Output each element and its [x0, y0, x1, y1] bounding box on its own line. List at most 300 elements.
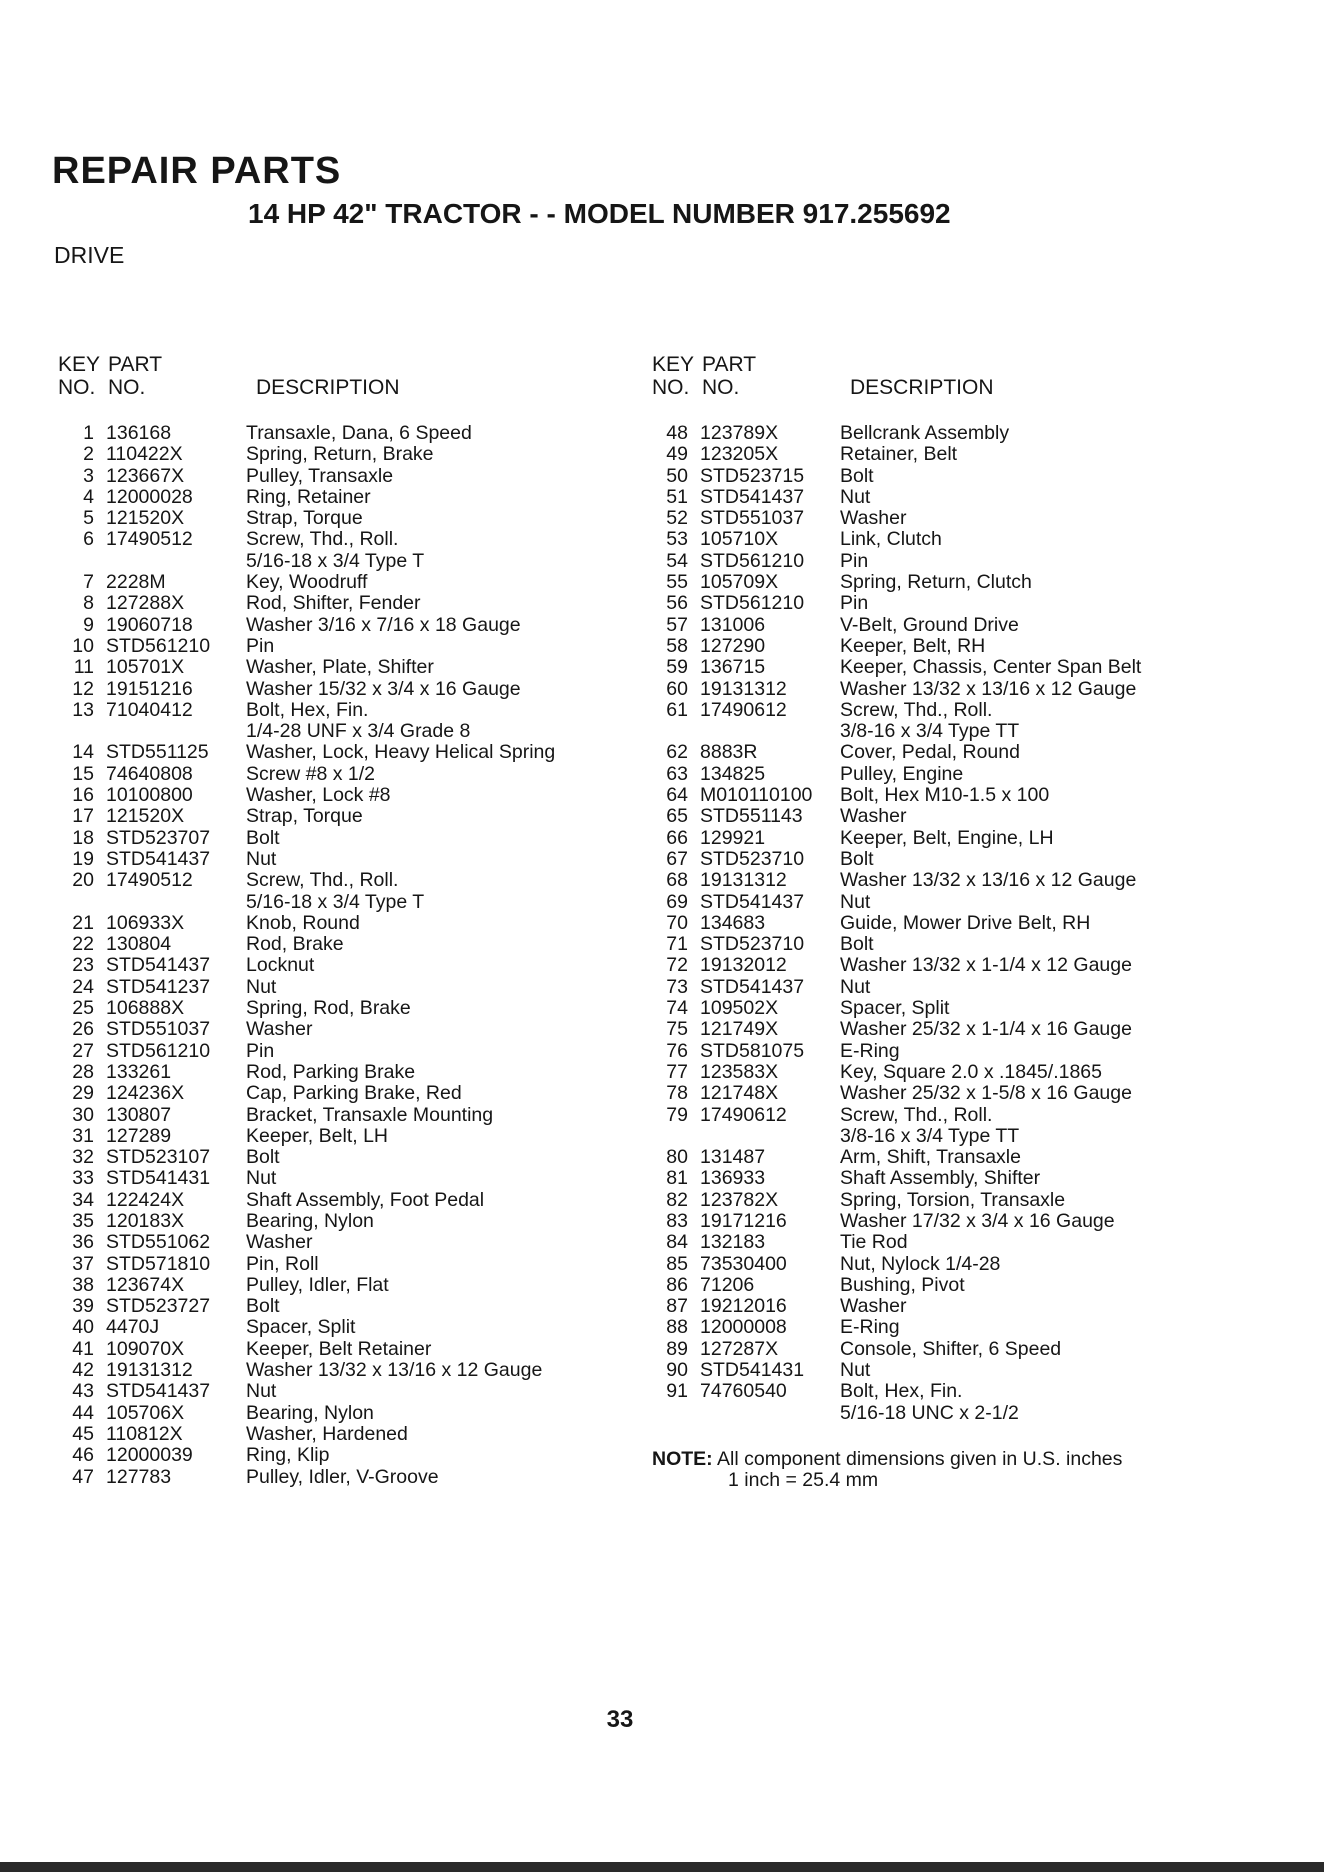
- part-number: 120183X: [106, 1209, 185, 1232]
- part-description: Nut: [246, 975, 277, 998]
- parts-row: [58, 1232, 658, 1253]
- key-number: 65: [666, 805, 688, 828]
- part-number: 121748X: [700, 1082, 779, 1105]
- part-description: Washer, Lock #8: [246, 784, 391, 807]
- parts-row: [652, 849, 1252, 870]
- part-description: 5/16-18 UNC x 2-1/2: [840, 1401, 1019, 1424]
- part-number: 73530400: [700, 1252, 787, 1275]
- part-description: Washer 13/32 x 13/16 x 12 Gauge: [840, 677, 1137, 700]
- bottom-edge-bar: [0, 1862, 1324, 1872]
- header-key-no: NO.: [652, 376, 690, 399]
- key-number: 46: [72, 1444, 94, 1467]
- part-number: STD541437: [106, 954, 211, 977]
- parts-row: [58, 1083, 658, 1104]
- part-description: Bolt: [246, 1146, 280, 1169]
- part-number: 19212016: [700, 1295, 787, 1318]
- parts-row: [58, 466, 658, 487]
- part-number: 109070X: [106, 1337, 185, 1360]
- parts-row: [652, 529, 1252, 550]
- part-description: Spacer, Split: [246, 1316, 356, 1339]
- part-description: Screw, Thd., Roll.: [840, 1103, 993, 1126]
- header-key: KEY: [652, 353, 695, 376]
- key-number: 77: [666, 1060, 688, 1083]
- part-description: Nut: [246, 847, 277, 870]
- key-number: 90: [666, 1359, 688, 1382]
- part-number: 131487: [700, 1146, 766, 1169]
- parts-row: [652, 1083, 1252, 1104]
- part-number: 127783: [106, 1465, 172, 1488]
- parts-row: [652, 955, 1252, 976]
- key-number: 15: [72, 762, 94, 785]
- part-description: Keeper, Belt, RH: [840, 634, 986, 657]
- parts-row: [652, 785, 1252, 806]
- part-description: Screw, Thd., Roll.: [840, 698, 993, 721]
- parts-row: [58, 742, 658, 763]
- part-number: STD523710: [700, 933, 805, 956]
- parts-row: [652, 1403, 1252, 1424]
- part-description: Washer, Hardened: [246, 1422, 408, 1445]
- key-number: 58: [666, 634, 688, 657]
- part-number: STD581075: [700, 1039, 805, 1062]
- part-number: 106933X: [106, 911, 185, 934]
- part-description: Ring, Klip: [246, 1444, 330, 1467]
- key-number: 87: [666, 1295, 688, 1318]
- key-number: 28: [72, 1060, 94, 1083]
- part-number: 131006: [700, 613, 766, 636]
- key-number: 24: [72, 975, 94, 998]
- part-number: STD541437: [700, 890, 805, 913]
- key-number: 57: [666, 613, 688, 636]
- key-number: [58, 551, 106, 572]
- parts-row: [58, 1381, 658, 1402]
- parts-row: [652, 700, 1252, 721]
- part-number: [106, 892, 246, 913]
- key-number: 1: [83, 422, 94, 444]
- part-number: 74760540: [700, 1380, 787, 1403]
- key-number: 8: [83, 592, 94, 615]
- part-number: 123674X: [106, 1273, 185, 1296]
- part-number: 121520X: [106, 507, 185, 530]
- key-number: 21: [72, 911, 94, 934]
- part-description: 5/16-18 x 3/4 Type T: [246, 549, 425, 572]
- parts-row: [652, 593, 1252, 614]
- part-description: Key, Square 2.0 x .1845/.1865: [840, 1060, 1102, 1083]
- part-number: 19171216: [700, 1209, 787, 1232]
- part-number: 19060718: [106, 613, 193, 636]
- parts-row: [652, 892, 1252, 913]
- part-number: STD561210: [700, 592, 805, 615]
- part-description: Locknut: [246, 954, 315, 977]
- key-number: 52: [666, 507, 688, 530]
- key-number: 17: [72, 805, 94, 828]
- key-number: 79: [666, 1103, 688, 1126]
- key-number: 62: [666, 741, 688, 764]
- part-number: STD551037: [700, 507, 805, 530]
- part-number: 19151216: [106, 677, 193, 700]
- parts-table-left: [58, 353, 658, 1488]
- key-number: 54: [666, 549, 688, 572]
- key-number: 38: [72, 1273, 94, 1296]
- parts-row: [652, 1019, 1252, 1040]
- key-number: 88: [666, 1316, 688, 1339]
- part-description: Tie Rod: [840, 1231, 908, 1254]
- key-number: 49: [666, 443, 688, 466]
- key-number: 43: [72, 1380, 94, 1403]
- part-number: 110422X: [106, 443, 183, 466]
- key-number: [58, 721, 106, 742]
- header-part: PART: [702, 353, 757, 376]
- part-description: Bushing, Pivot: [840, 1273, 965, 1296]
- part-description: Bolt: [246, 1295, 280, 1318]
- key-number: 10: [72, 634, 94, 657]
- parts-row: [652, 934, 1252, 955]
- part-number: 17490612: [700, 1103, 787, 1126]
- key-number: 51: [666, 485, 688, 508]
- part-description: Ring, Retainer: [246, 485, 371, 508]
- parts-row: [58, 572, 658, 593]
- part-description: Cover, Pedal, Round: [840, 741, 1020, 764]
- parts-row: [652, 1147, 1252, 1168]
- parts-row: [652, 615, 1252, 636]
- parts-row: [652, 870, 1252, 891]
- key-number: 26: [72, 1018, 94, 1041]
- part-description: Bolt: [246, 826, 280, 849]
- part-number: M010110100: [700, 784, 813, 807]
- key-number: 18: [72, 826, 94, 849]
- key-number: 40: [72, 1316, 94, 1339]
- key-number: [652, 1126, 700, 1147]
- key-number: 91: [666, 1380, 688, 1403]
- parts-row: [58, 657, 658, 678]
- key-number: 75: [666, 1018, 688, 1041]
- parts-row: [58, 892, 658, 913]
- key-number: 69: [666, 890, 688, 913]
- part-number: 136715: [700, 656, 766, 679]
- key-number: 71: [666, 933, 688, 956]
- parts-row: [58, 870, 658, 891]
- key-number: 5: [83, 507, 94, 530]
- page-title: REPAIR PARTS: [52, 150, 342, 192]
- parts-row: [58, 1147, 658, 1168]
- parts-row: [58, 1041, 658, 1062]
- part-description: Washer 17/32 x 3/4 x 16 Gauge: [840, 1209, 1115, 1232]
- header-part: PART: [108, 353, 163, 376]
- part-description: Strap, Torque: [246, 507, 363, 530]
- part-number: 109502X: [700, 997, 779, 1020]
- part-description: V-Belt, Ground Drive: [840, 613, 1019, 636]
- parts-row: [58, 1339, 658, 1360]
- part-description: Washer: [840, 1295, 907, 1318]
- part-description: Knob, Round: [246, 911, 360, 934]
- part-number: 17490512: [106, 528, 193, 551]
- key-number: 85: [666, 1252, 688, 1275]
- part-number: 123583X: [700, 1060, 779, 1083]
- part-description: Pulley, Engine: [840, 762, 964, 785]
- part-number: STD523727: [106, 1295, 211, 1318]
- parts-row: [652, 742, 1252, 763]
- key-number: 72: [666, 954, 688, 977]
- part-number: [106, 551, 246, 572]
- key-number: [652, 721, 700, 742]
- part-number: STD551143: [700, 805, 803, 828]
- parts-row: [652, 508, 1252, 529]
- part-description: Washer 25/32 x 1-1/4 x 16 Gauge: [840, 1018, 1132, 1041]
- part-description: Bearing, Nylon: [246, 1209, 374, 1232]
- header-part-no: NO.: [108, 376, 146, 399]
- part-description: Washer 25/32 x 1-5/8 x 16 Gauge: [840, 1082, 1132, 1105]
- key-number: 27: [72, 1039, 94, 1062]
- key-number: 55: [666, 571, 688, 594]
- part-number: STD523710: [700, 847, 805, 870]
- parts-row: [58, 1403, 658, 1424]
- part-description: Link, Clutch: [840, 528, 942, 551]
- parts-row: [58, 1275, 658, 1296]
- key-number: 63: [666, 762, 688, 785]
- key-number: 78: [666, 1082, 688, 1105]
- parts-row: [58, 828, 658, 849]
- part-description: Pin: [840, 549, 869, 572]
- parts-row: [652, 423, 1252, 444]
- parts-row: [58, 487, 658, 508]
- part-description: Arm, Shift, Transaxle: [840, 1146, 1021, 1169]
- parts-row: [58, 764, 658, 785]
- parts-row: [58, 934, 658, 955]
- key-number: 23: [72, 954, 94, 977]
- model-subtitle: 14 HP 42" TRACTOR - - MODEL NUMBER 917.255692: [248, 198, 951, 229]
- part-number: 17490612: [700, 698, 787, 721]
- part-description: Keeper, Chassis, Center Span Belt: [840, 656, 1142, 679]
- part-description: Nut: [840, 1359, 871, 1382]
- parts-row: [58, 679, 658, 700]
- parts-row: [58, 955, 658, 976]
- key-number: 66: [666, 826, 688, 849]
- parts-row: [652, 998, 1252, 1019]
- parts-row: [652, 828, 1252, 849]
- part-description: Spring, Return, Clutch: [840, 571, 1032, 594]
- key-number: 22: [72, 933, 94, 956]
- part-number: 123205X: [700, 443, 779, 466]
- key-number: 70: [666, 911, 688, 934]
- key-number: 3: [83, 464, 94, 487]
- parts-row: [652, 1275, 1252, 1296]
- part-description: Keeper, Belt Retainer: [246, 1337, 432, 1360]
- parts-row: [58, 1467, 658, 1488]
- part-number: STD523715: [700, 464, 805, 487]
- note-text: All component dimensions given in U.S. inches: [717, 1448, 1123, 1470]
- parts-row: [652, 636, 1252, 657]
- part-description: Washer: [840, 805, 907, 828]
- parts-row: [652, 551, 1252, 572]
- parts-row: [58, 1254, 658, 1275]
- parts-row: [58, 423, 658, 444]
- part-description: Pulley, Idler, Flat: [246, 1273, 389, 1296]
- key-number: 56: [666, 592, 688, 615]
- key-number: [652, 1403, 700, 1424]
- key-number: 84: [666, 1231, 688, 1254]
- part-description: 3/8-16 x 3/4 Type TT: [840, 1124, 1020, 1147]
- parts-row: [652, 1360, 1252, 1381]
- part-number: STD541431: [700, 1359, 805, 1382]
- part-description: Washer 3/16 x 7/16 x 18 Gauge: [246, 613, 521, 636]
- part-number: 130804: [106, 933, 172, 956]
- part-number: STD541437: [106, 1380, 211, 1403]
- parts-row: [652, 572, 1252, 593]
- part-number: STD541437: [700, 975, 805, 998]
- part-number: [700, 1403, 840, 1424]
- parts-row: [58, 615, 658, 636]
- parts-row: [58, 444, 658, 465]
- part-number: 136168: [106, 422, 172, 444]
- part-description: Bolt, Hex, Fin.: [246, 698, 369, 721]
- key-number: 59: [666, 656, 688, 679]
- parts-row: [652, 444, 1252, 465]
- part-number: 105706X: [106, 1401, 185, 1424]
- key-number: 25: [72, 997, 94, 1020]
- key-number: 45: [72, 1422, 94, 1445]
- column-header: [652, 353, 1252, 423]
- key-number: 50: [666, 464, 688, 487]
- part-number: 105701X: [106, 656, 185, 679]
- parts-row: [58, 508, 658, 529]
- key-number: 80: [666, 1146, 688, 1169]
- part-description: Nut: [246, 1380, 277, 1403]
- parts-row: [652, 487, 1252, 508]
- note-label: NOTE:: [652, 1448, 713, 1470]
- parts-row: [58, 1168, 658, 1189]
- key-number: 76: [666, 1039, 688, 1062]
- part-description: Spring, Torsion, Transaxle: [840, 1188, 1066, 1211]
- parts-row: [58, 700, 658, 721]
- parts-row: [58, 849, 658, 870]
- part-number: 17490512: [106, 869, 193, 892]
- part-number: 121520X: [106, 805, 185, 828]
- part-number: STD523707: [106, 826, 211, 849]
- part-number: 10100800: [106, 784, 193, 807]
- key-number: 44: [72, 1401, 94, 1424]
- parts-row: [652, 1296, 1252, 1317]
- part-description: Nut, Nylock 1/4-28: [840, 1252, 1001, 1275]
- parts-row: [652, 1168, 1252, 1189]
- key-number: 86: [666, 1273, 688, 1296]
- part-number: 71040412: [106, 698, 193, 721]
- part-number: 8883R: [700, 741, 758, 764]
- parts-row: [652, 913, 1252, 934]
- parts-row: [58, 1360, 658, 1381]
- column-header: [58, 353, 658, 423]
- part-description: Washer, Plate, Shifter: [246, 656, 434, 679]
- key-number: 61: [666, 698, 688, 721]
- parts-list-right: [652, 423, 1252, 1424]
- key-number: 83: [666, 1209, 688, 1232]
- part-number: 19132012: [700, 954, 787, 977]
- part-description: Pulley, Transaxle: [246, 464, 394, 487]
- part-number: 19131312: [700, 869, 787, 892]
- part-number: STD523107: [106, 1146, 211, 1169]
- part-description: Pin: [246, 1039, 275, 1062]
- part-description: Cap, Parking Brake, Red: [246, 1082, 462, 1105]
- part-number: 110812X: [106, 1422, 183, 1445]
- part-description: Shaft Assembly, Foot Pedal: [246, 1188, 485, 1211]
- part-number: STD541437: [700, 485, 805, 508]
- parts-row: [58, 551, 658, 572]
- part-number: 123782X: [700, 1188, 779, 1211]
- key-number: 82: [666, 1188, 688, 1211]
- part-description: Washer, Lock, Heavy Helical Spring: [246, 741, 556, 764]
- part-description: Keeper, Belt, Engine, LH: [840, 826, 1054, 849]
- parts-row: [652, 1339, 1252, 1360]
- parts-row: [652, 1105, 1252, 1126]
- key-number: 53: [666, 528, 688, 551]
- key-number: 12: [72, 677, 94, 700]
- part-number: 132183: [700, 1231, 766, 1254]
- part-description: E-Ring: [840, 1039, 900, 1062]
- parts-row: [58, 1062, 658, 1083]
- part-number: STD541437: [106, 847, 211, 870]
- part-description: Bolt: [840, 464, 874, 487]
- key-number: 7: [83, 571, 94, 594]
- key-number: 39: [72, 1295, 94, 1318]
- part-description: Pin: [246, 634, 275, 657]
- parts-row: [652, 721, 1252, 742]
- key-number: 89: [666, 1337, 688, 1360]
- key-number: 33: [72, 1167, 94, 1190]
- part-number: 4470J: [106, 1316, 160, 1339]
- part-number: 127287X: [700, 1337, 779, 1360]
- parts-row: [58, 1211, 658, 1232]
- part-description: Bolt, Hex M10-1.5 x 100: [840, 784, 1050, 807]
- key-number: 34: [72, 1188, 94, 1211]
- part-number: 129921: [700, 826, 766, 849]
- key-number: 35: [72, 1209, 94, 1232]
- part-number: STD551062: [106, 1231, 211, 1254]
- part-number: 134825: [700, 762, 766, 785]
- page-number: 33: [606, 1706, 634, 1733]
- parts-row: [652, 1254, 1252, 1275]
- part-description: Washer: [246, 1231, 313, 1254]
- header-key-no: NO.: [58, 376, 96, 399]
- key-number: 30: [72, 1103, 94, 1126]
- key-number: 64: [666, 784, 688, 807]
- part-description: Nut: [246, 1167, 277, 1190]
- part-description: Bolt: [840, 847, 874, 870]
- part-description: Shaft Assembly, Shifter: [840, 1167, 1041, 1190]
- part-number: 12000039: [106, 1444, 193, 1467]
- parts-row: [58, 977, 658, 998]
- parts-table-right: [652, 353, 1252, 1424]
- key-number: 19: [72, 847, 94, 870]
- part-description: Screw, Thd., Roll.: [246, 528, 399, 551]
- part-number: STD561210: [700, 549, 805, 572]
- part-number: STD551125: [106, 741, 209, 764]
- key-number: 13: [72, 698, 94, 721]
- part-description: Bellcrank Assembly: [840, 422, 1010, 444]
- part-number: STD541431: [106, 1167, 211, 1190]
- key-number: 9: [83, 613, 94, 636]
- part-description: 1/4-28 UNF x 3/4 Grade 8: [246, 720, 471, 743]
- key-number: 74: [666, 997, 688, 1020]
- parts-row: [652, 977, 1252, 998]
- key-number: 14: [72, 741, 94, 764]
- part-description: Washer 13/32 x 1-1/4 x 12 Gauge: [840, 954, 1132, 977]
- parts-row: [58, 998, 658, 1019]
- part-description: Key, Woodruff: [246, 571, 368, 594]
- key-number: [58, 892, 106, 913]
- part-description: Spring, Return, Brake: [246, 443, 434, 466]
- part-number: 12000028: [106, 485, 193, 508]
- key-number: 60: [666, 677, 688, 700]
- part-number: 122424X: [106, 1188, 185, 1211]
- key-number: 68: [666, 869, 688, 892]
